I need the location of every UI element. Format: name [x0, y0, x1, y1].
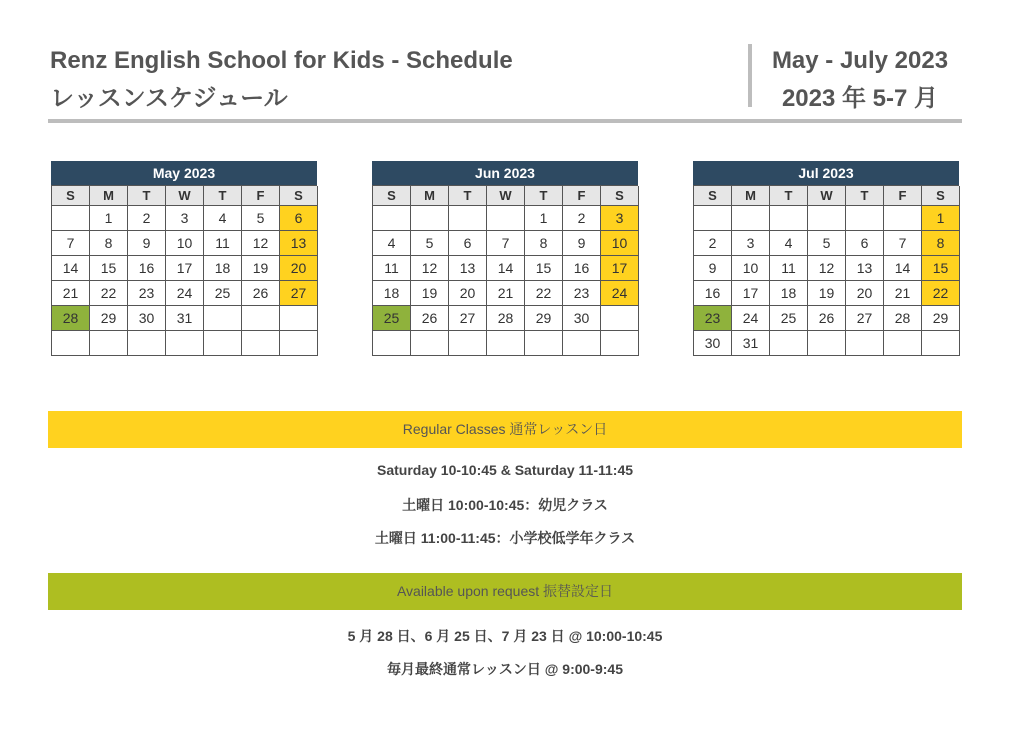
- calendar-day: 12: [411, 256, 449, 281]
- available-day: 25: [373, 306, 411, 331]
- calendar-grid: [693, 185, 959, 356]
- regular-class-day: 13: [280, 231, 318, 256]
- calendar-day: 1: [90, 206, 128, 231]
- date-range-jp: 2023 年 5-7 月: [781, 85, 939, 112]
- calendar-day: 18: [373, 281, 411, 306]
- regular-schedule-line: 土曜日 10:00-10:45：幼児クラス: [402, 497, 608, 513]
- calendar-day: 9: [563, 231, 601, 256]
- calendar-day: 30: [128, 306, 166, 331]
- weekday-header: M: [411, 186, 449, 206]
- empty-day: [242, 331, 280, 356]
- page-header: [50, 44, 962, 124]
- calendar-day: 23: [128, 281, 166, 306]
- weekday-header: T: [525, 186, 563, 206]
- calendar-title: May 2023: [51, 161, 317, 185]
- calendar-day: 7: [52, 231, 90, 256]
- empty-day: [732, 206, 770, 231]
- calendar-title: Jun 2023: [372, 161, 638, 185]
- calendar-day: 8: [90, 231, 128, 256]
- calendar-day: 18: [770, 281, 808, 306]
- empty-day: [884, 206, 922, 231]
- calendar-day: 18: [204, 256, 242, 281]
- calendar-day: 23: [563, 281, 601, 306]
- calendar-may: [51, 161, 317, 356]
- regular-class-day: 27: [280, 281, 318, 306]
- available-schedule-line: 毎月最終通常レッスン日 @ 9:00-9:45: [387, 661, 623, 677]
- empty-day: [694, 206, 732, 231]
- weekday-header: T: [204, 186, 242, 206]
- empty-day: [411, 331, 449, 356]
- calendar-day: 11: [770, 256, 808, 281]
- calendar-day: 19: [242, 256, 280, 281]
- empty-day: [280, 331, 318, 356]
- calendar-day: 16: [563, 256, 601, 281]
- empty-day: [128, 331, 166, 356]
- calendar-grid: [372, 185, 638, 356]
- weekday-header: F: [884, 186, 922, 206]
- calendar-day: 4: [373, 231, 411, 256]
- weekday-header: F: [563, 186, 601, 206]
- regular-schedule-line: 土曜日 11:00-11:45：小学校低学年クラス: [374, 530, 636, 546]
- calendar-day: 25: [770, 306, 808, 331]
- regular-class-day: 8: [922, 231, 960, 256]
- calendar-day: 27: [449, 306, 487, 331]
- calendar-day: 7: [884, 231, 922, 256]
- calendar-day: 21: [884, 281, 922, 306]
- calendar-day: 16: [694, 281, 732, 306]
- calendar-day: 8: [525, 231, 563, 256]
- calendar-day: 21: [487, 281, 525, 306]
- calendar-day: 4: [770, 231, 808, 256]
- regular-class-day: 15: [922, 256, 960, 281]
- regular-class-day: 3: [601, 206, 639, 231]
- calendar-day: 31: [166, 306, 204, 331]
- calendar-day: 10: [166, 231, 204, 256]
- regular-classes-band: Regular Classes 通常レッスン日: [48, 411, 962, 448]
- empty-day: [411, 206, 449, 231]
- calendar-jun: [372, 161, 638, 356]
- empty-day: [601, 306, 639, 331]
- header-rule: [48, 119, 962, 123]
- empty-day: [601, 331, 639, 356]
- empty-day: [204, 331, 242, 356]
- empty-day: [487, 331, 525, 356]
- calendar-day: 26: [242, 281, 280, 306]
- calendar-day: 28: [487, 306, 525, 331]
- weekday-header: S: [922, 186, 960, 206]
- empty-day: [242, 306, 280, 331]
- empty-day: [204, 306, 242, 331]
- calendar-day: 17: [166, 256, 204, 281]
- calendar-day: 25: [204, 281, 242, 306]
- weekday-header: S: [280, 186, 318, 206]
- available-day: 28: [52, 306, 90, 331]
- calendar-day: 2: [563, 206, 601, 231]
- empty-day: [808, 331, 846, 356]
- calendar-day: 30: [563, 306, 601, 331]
- weekday-header: T: [846, 186, 884, 206]
- calendar-day: 16: [128, 256, 166, 281]
- calendar-day: 29: [525, 306, 563, 331]
- regular-schedule-line: Saturday 10-10:45 & Saturday 11-11:45: [376, 462, 634, 478]
- regular-class-day: 1: [922, 206, 960, 231]
- calendar-day: 27: [846, 306, 884, 331]
- calendar-day: 19: [808, 281, 846, 306]
- regular-class-day: 6: [280, 206, 318, 231]
- empty-day: [166, 331, 204, 356]
- weekday-header: T: [770, 186, 808, 206]
- header-divider: [748, 44, 752, 107]
- empty-day: [563, 331, 601, 356]
- weekday-header: S: [694, 186, 732, 206]
- empty-day: [280, 306, 318, 331]
- weekday-header: T: [128, 186, 166, 206]
- calendar-day: 21: [52, 281, 90, 306]
- weekday-header: M: [90, 186, 128, 206]
- calendar-day: 2: [128, 206, 166, 231]
- empty-day: [449, 206, 487, 231]
- weekday-header: T: [449, 186, 487, 206]
- regular-class-day: 20: [280, 256, 318, 281]
- weekday-header: S: [373, 186, 411, 206]
- calendar-day: 20: [449, 281, 487, 306]
- calendar-day: 10: [732, 256, 770, 281]
- available-day: 23: [694, 306, 732, 331]
- weekday-header: F: [242, 186, 280, 206]
- calendar-grid: [51, 185, 317, 356]
- date-range: May - July 2023: [771, 47, 949, 74]
- calendar-day: 11: [373, 256, 411, 281]
- weekday-header: S: [52, 186, 90, 206]
- regular-class-day: 22: [922, 281, 960, 306]
- calendar-day: 28: [884, 306, 922, 331]
- empty-day: [884, 331, 922, 356]
- calendar-day: 29: [922, 306, 960, 331]
- calendar-day: 5: [411, 231, 449, 256]
- calendar-day: 3: [166, 206, 204, 231]
- empty-day: [52, 206, 90, 231]
- calendar-day: 26: [411, 306, 449, 331]
- calendar-day: 11: [204, 231, 242, 256]
- weekday-header: W: [808, 186, 846, 206]
- empty-day: [487, 206, 525, 231]
- calendar-day: 24: [732, 306, 770, 331]
- empty-day: [449, 331, 487, 356]
- calendar-day: 17: [732, 281, 770, 306]
- empty-day: [808, 206, 846, 231]
- calendar-day: 31: [732, 331, 770, 356]
- empty-day: [525, 331, 563, 356]
- regular-class-day: 24: [601, 281, 639, 306]
- calendar-day: 6: [449, 231, 487, 256]
- calendar-day: 12: [808, 256, 846, 281]
- calendar-day: 13: [846, 256, 884, 281]
- empty-day: [770, 331, 808, 356]
- calendar-day: 15: [525, 256, 563, 281]
- calendar-day: 14: [884, 256, 922, 281]
- weekday-header: W: [487, 186, 525, 206]
- empty-day: [52, 331, 90, 356]
- calendar-day: 22: [525, 281, 563, 306]
- calendar-day: 14: [487, 256, 525, 281]
- empty-day: [770, 206, 808, 231]
- regular-class-day: 10: [601, 231, 639, 256]
- calendar-day: 26: [808, 306, 846, 331]
- calendar-title: Jul 2023: [693, 161, 959, 185]
- calendar-day: 14: [52, 256, 90, 281]
- calendar-day: 13: [449, 256, 487, 281]
- page-title: Renz English School for Kids - Schedule: [50, 47, 513, 74]
- calendar-day: 7: [487, 231, 525, 256]
- calendar-day: 15: [90, 256, 128, 281]
- calendar-day: 5: [242, 206, 280, 231]
- available-upon-request-band: Available upon request 振替設定日: [48, 573, 962, 610]
- calendar-day: 30: [694, 331, 732, 356]
- calendar-day: 5: [808, 231, 846, 256]
- empty-day: [373, 331, 411, 356]
- available-schedule-line: 5 月 28 日、6 月 25 日、7 月 23 日 @ 10:00-10:45: [347, 628, 663, 644]
- calendar-day: 4: [204, 206, 242, 231]
- calendar-day: 20: [846, 281, 884, 306]
- empty-day: [90, 331, 128, 356]
- empty-day: [846, 206, 884, 231]
- calendar-day: 24: [166, 281, 204, 306]
- calendar-day: 29: [90, 306, 128, 331]
- regular-class-day: 17: [601, 256, 639, 281]
- calendar-day: 2: [694, 231, 732, 256]
- weekday-header: W: [166, 186, 204, 206]
- empty-day: [922, 331, 960, 356]
- calendar-day: 19: [411, 281, 449, 306]
- calendar-day: 3: [732, 231, 770, 256]
- empty-day: [373, 206, 411, 231]
- weekday-header: M: [732, 186, 770, 206]
- calendar-day: 12: [242, 231, 280, 256]
- calendar-jul: [693, 161, 959, 356]
- calendar-day: 9: [694, 256, 732, 281]
- empty-day: [846, 331, 884, 356]
- calendar-day: 1: [525, 206, 563, 231]
- weekday-header: S: [601, 186, 639, 206]
- page-subtitle: レッスンスケジュール: [50, 85, 288, 112]
- calendar-day: 22: [90, 281, 128, 306]
- calendar-day: 6: [846, 231, 884, 256]
- calendar-day: 9: [128, 231, 166, 256]
